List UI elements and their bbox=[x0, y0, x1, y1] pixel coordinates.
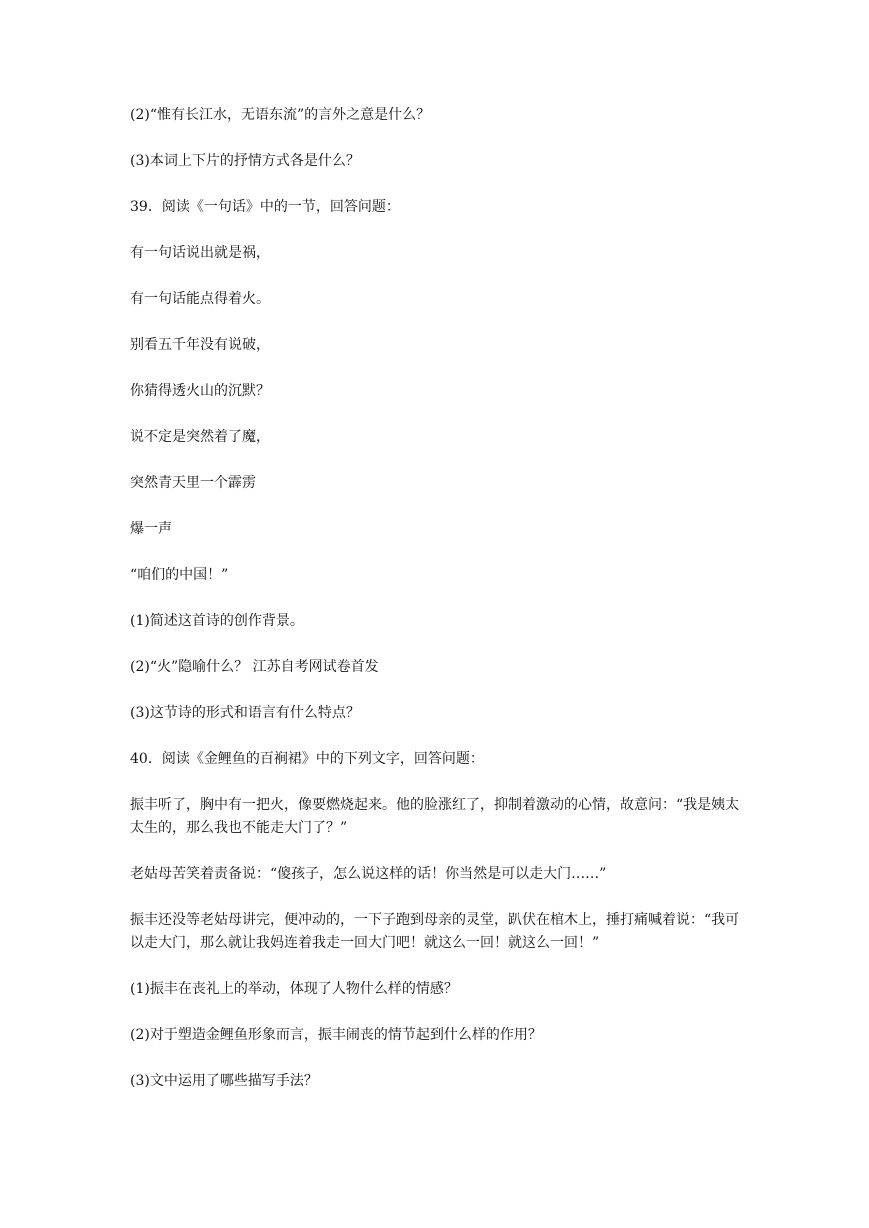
passage-paragraph-2: 老姑母苦笑着责备说：“傻孩子，怎么说这样的话！你当然是可以走大门……” bbox=[130, 866, 607, 882]
question-39-2: (2)“火”隐喻什么？ 江苏自考网试卷首发 bbox=[130, 659, 379, 675]
question-39-1: (1)简述这首诗的创作背景。 bbox=[130, 613, 304, 629]
question-38-3: (3)本词上下片的抒情方式各是什么？ bbox=[130, 153, 360, 169]
question-40-2: (2)对于塑造金鲤鱼形象而言，振丰闹丧的情节起到什么样的作用？ bbox=[130, 1027, 542, 1043]
question-40-1: (1)振丰在丧礼上的举动，体现了人物什么样的情感？ bbox=[130, 981, 458, 997]
question-38-2: (2)“惟有长江水，无语东流”的言外之意是什么？ bbox=[130, 107, 431, 123]
poem-line-7: 爆一声 bbox=[130, 521, 172, 537]
question-39-3: (3)这节诗的形式和语言有什么特点？ bbox=[130, 705, 360, 721]
question-40-3: (3)文中运用了哪些描写手法？ bbox=[130, 1073, 318, 1089]
poem-line-1: 有一句话说出就是祸， bbox=[130, 245, 270, 261]
passage-paragraph-3: 振丰还没等老姑母讲完，便冲动的，一下子跑到母亲的灵堂，趴伏在棺木上，捶打痛喊着说：“我可以走大门，那么就让我妈连着我走一回大门吧！就这么一回！就这么一回！” bbox=[130, 912, 740, 951]
question-40-heading: 40．阅读《金鲤鱼的百裥裙》中的下列文字，回答问题： bbox=[130, 751, 484, 767]
poem-line-8: “咱们的中国！” bbox=[130, 567, 229, 583]
poem-line-2: 有一句话能点得着火。 bbox=[130, 291, 270, 307]
poem-line-6: 突然青天里一个霹雳 bbox=[130, 475, 256, 491]
poem-line-4: 你猜得透火山的沉默？ bbox=[130, 383, 270, 399]
question-39-heading: 39．阅读《一句话》中的一节，回答问题： bbox=[130, 199, 400, 215]
poem-line-3: 别看五千年没有说破， bbox=[130, 337, 270, 353]
passage-paragraph-1: 振丰听了，胸中有一把火，像要燃烧起来。他的脸涨红了，抑制着激动的心情，故意问：“我是姨太太生的，那么我也不能走大门了？” bbox=[130, 797, 740, 836]
poem-line-5: 说不定是突然着了魔， bbox=[130, 429, 270, 445]
